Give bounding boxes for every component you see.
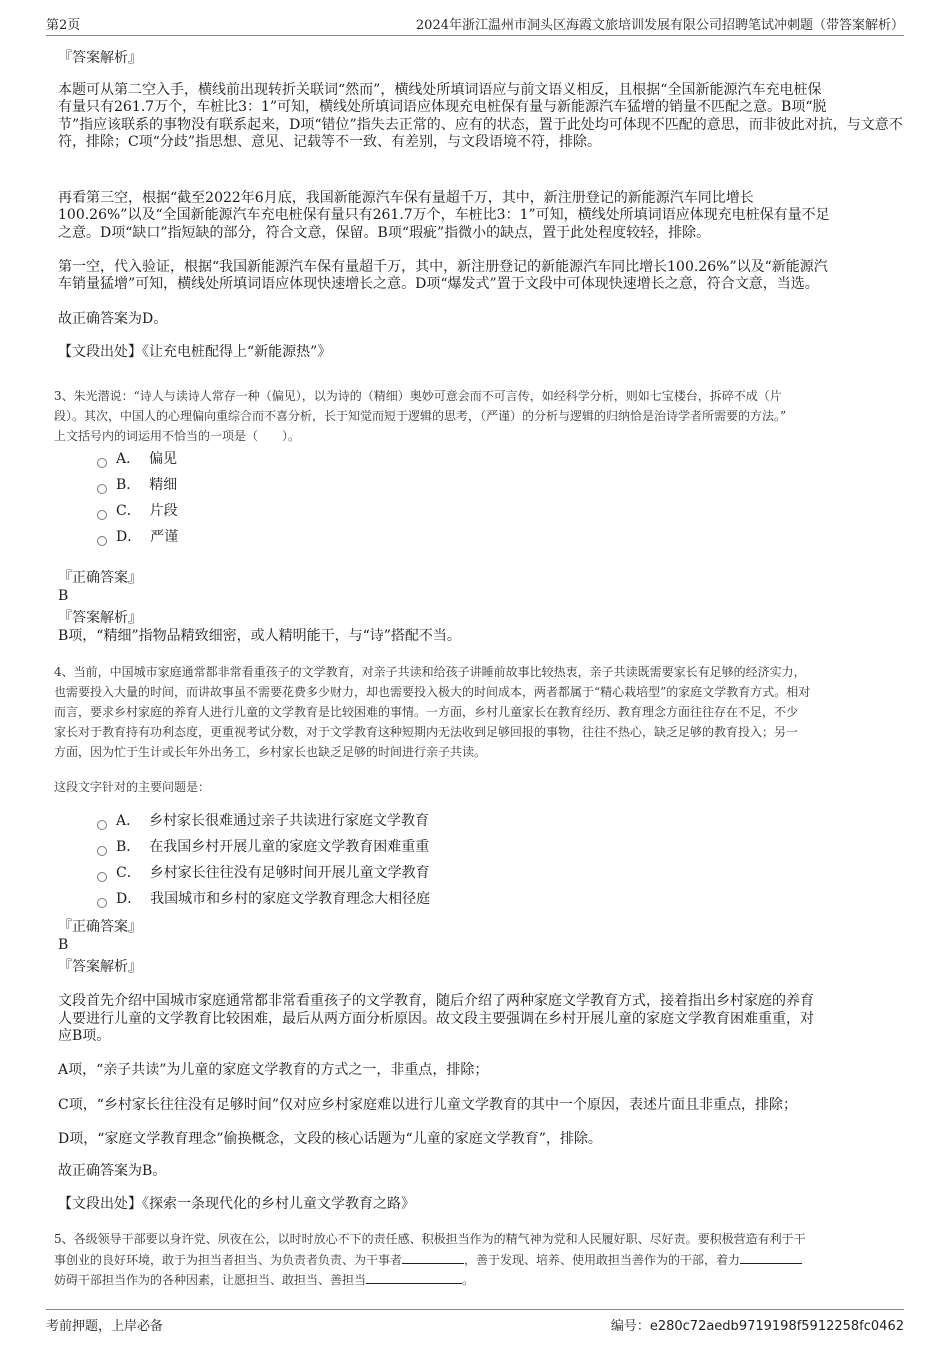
q3-analysis-label: 『答案解析』 (58, 610, 142, 626)
q3-stem-line2: 段）。其次，中国人的心理偏向重综合而不喜分析，长于知觉而短于逻辑的思考，（严谨）的分析与逻辑的归纳恰是治诗学者所需要的方法。” (54, 409, 787, 423)
header-divider (46, 35, 904, 36)
q2-conclusion: 故正确答案为D。 (58, 311, 168, 327)
q5-line2: 事创业的良好环境，敢于为担当者担当、为负责者负责、为干事者 ，善于发现、培养、使用敢担当善作为的干部，着力 (54, 1251, 802, 1268)
q3-option-a: A． 偏见 (116, 451, 178, 467)
q4-option-c: C． 乡村家长往往没有足够时间开展儿童文学教育 (116, 865, 430, 881)
q2-para2-line3: 之意。D项“缺口”指短缺的部分，符合文意，保留。B项“瑕疵”指微小的缺点，置于此处程度较轻，排除。 (58, 225, 711, 241)
q3-option-b: B． 精细 (116, 477, 178, 493)
q2-para2-line1: 再看第三空，根据“截至2022年6月底，我国新能源汽车保有量超千万，其中，新注册登记的新能源汽车同比增长 (58, 190, 754, 206)
q3-option-d: D． 严谨 (116, 529, 179, 545)
q3-stem-line1: 3、朱光潜说：“诗人与读诗人常存一种（偏见），以为诗的（精细）奥妙可意会而不可言传，如经科学分析，则如七宝楼台，拆碎不成（片 (54, 389, 782, 403)
q4-analysis-c: C项，“乡村家长往往没有足够时间”仅对应乡村家庭难以进行儿童文学教育的其中一个原因，表述片面且非重点，排除； (58, 1097, 798, 1113)
q2-para3-line1: 第一空，代入验证，根据“我国新能源汽车保有量超千万，其中，新注册登记的新能源汽车同比增长100.26%”以及“新能源汽 (58, 259, 828, 275)
q3-option-c-radio[interactable] (97, 510, 107, 520)
footer-slogan: 考前押题，上岸必备 (46, 1319, 164, 1334)
q4-option-b: B． 在我国乡村开展儿童的家庭文学教育困难重重 (116, 839, 430, 855)
q4-option-a-radio[interactable] (97, 820, 107, 830)
page-number: 第2页 (46, 18, 81, 33)
q4-para1-line2: 人要进行儿童的文学教育比较困难，最后从两方面分析原因。故文段主要强调在乡村开展儿童的家庭文学教育困难重重，对 (58, 1011, 814, 1027)
q2-para1-line2: 有量只有261.7万个，车桩比3：1”可知，横线处所填词语应体现充电桩保有量与新能源汽车猛增的销量不匹配之意。B项“脱 (58, 99, 827, 115)
q5-line3: 妨碍干部担当作为的各种因素，让愿担当、敢担当、善担当 。 (54, 1273, 475, 1287)
q2-analysis-label: 『答案解析』 (58, 50, 142, 66)
q2-para1-line4: 符，排除；C项“分歧”指思想、意见、记载等不一致、有差别，与文段语境不符，排除。 (58, 134, 602, 150)
document-title: 2024年浙江温州市洞头区海霞文旅培训发展有限公司招聘笔试冲刺题（带答案解析） (415, 18, 904, 33)
q4-analysis-d: D项，“家庭文学教育理念”偷换概念，文段的核心话题为“儿童的家庭文学教育”，排除。 (58, 1131, 602, 1147)
q4-prompt: 这段文字针对的主要问题是： (54, 780, 211, 794)
q4-stem-line5: 方面，因为忙于生计或长年外出务工，乡村家长也缺乏足够的时间进行亲子共读。 (54, 745, 487, 759)
q4-para1-line3: 应B项。 (58, 1028, 111, 1044)
q4-option-a: A． 乡村家长很难通过亲子共读进行家庭文学教育 (116, 813, 430, 829)
q4-stem-line1: 4、当前，中国城市家庭通常都非常看重孩子的文学教育，对亲子共读和给孩子讲睡前故事比较热衷，亲子共读既需要家长有足够的经济实力， (54, 665, 806, 679)
q5-blank-3[interactable] (366, 1271, 462, 1284)
q2-para1-line1: 本题可从第二空入手，横线前出现转折关联词“然而”，横线处所填词语应与前文语义相反，且根据“全国新能源汽车充电桩保 (58, 82, 822, 98)
q4-para1-line1: 文段首先介绍中国城市家庭通常都非常看重孩子的文学教育，随后介绍了两种家庭文学教育方式，接着指出乡村家庭的养育 (58, 993, 814, 1009)
q4-option-b-radio[interactable] (97, 846, 107, 856)
q2-para2-line2: 100.26%”以及“全国新能源汽车充电桩保有量只有261.7万个，车桩比3：1”可知，横线处所填词语应体现充电桩保有量不足 (58, 207, 830, 223)
q4-stem-line2: 也需要投入大量的时间，而讲故事虽不需要花费多少财力，却也需要投入极大的时间成本，两者都属于“精心栽培型”的家庭文学教育方式。相对 (54, 685, 811, 699)
q3-analysis: B项，“精细”指物品精致细密，或人精明能干，与“诗”搭配不当。 (58, 628, 461, 644)
q5-blank-2[interactable] (740, 1251, 802, 1264)
q3-option-d-radio[interactable] (97, 536, 107, 546)
q3-answer: B (58, 588, 69, 604)
q4-analysis-label: 『答案解析』 (58, 959, 142, 975)
q4-stem-line4: 家长对于教育持有功利态度，更重视考试分数，对于文学教育这种短期内无法收到足够回报的事物，往往不热心，缺乏足够的教育投入；另一 (54, 725, 799, 739)
q4-answer-label: 『正确答案』 (58, 919, 142, 935)
footer-divider (46, 1309, 904, 1310)
q4-source: 【文段出处】《探索一条现代化的乡村儿童文学教育之路》 (58, 1196, 415, 1212)
q2-source: 【文段出处】《让充电桩配得上“新能源热”》 (58, 344, 332, 360)
document-code: 编号：e280c72aedb9719198f5912258fc0462 (610, 1319, 904, 1334)
q4-option-d: D． 我国城市和乡村的家庭文学教育理念大相径庭 (116, 891, 431, 907)
q4-answer: B (58, 937, 69, 953)
q4-option-d-radio[interactable] (97, 898, 107, 908)
q3-stem-line3: 上文括号内的词运用不恰当的一项是（ ）。 (54, 429, 301, 443)
q3-option-b-radio[interactable] (97, 484, 107, 494)
q4-analysis-a: A项，“亲子共读”为儿童的家庭文学教育的方式之一，非重点，排除； (58, 1062, 489, 1078)
q3-option-a-radio[interactable] (97, 458, 107, 468)
q4-stem-line3: 而言，要求乡村家庭的养育人进行儿童的文学教育是比较困难的事情。一方面，乡村儿童家长在教育经历、教育理念方面往往存在不足，不少 (54, 705, 799, 719)
q5-line1: 5、各级领导干部要以身许党、夙夜在公，以时时放心不下的责任感、积极担当作为的精气神为党和人民履好职、尽好责。要积极营造有利于干 (54, 1232, 806, 1246)
q2-para3-line2: 车销量猛增”可知，横线处所填词语应体现快速增长之意。D项“爆发式”置于文段中可体现快速增长之意，符合文意，当选。 (58, 276, 819, 292)
q4-conclusion: 故正确答案为B。 (58, 1163, 167, 1179)
q5-blank-1[interactable] (402, 1251, 464, 1264)
q3-option-c: C． 片段 (116, 503, 178, 519)
q4-option-c-radio[interactable] (97, 872, 107, 882)
q3-answer-label: 『正确答案』 (58, 570, 142, 586)
q2-para1-line3: 节”指应该联系的事物没有联系起来，D项“错位”指失去正常的、应有的状态，置于此处均可体现不匹配的意思，而非彼此对抗，与文意不 (58, 117, 903, 133)
